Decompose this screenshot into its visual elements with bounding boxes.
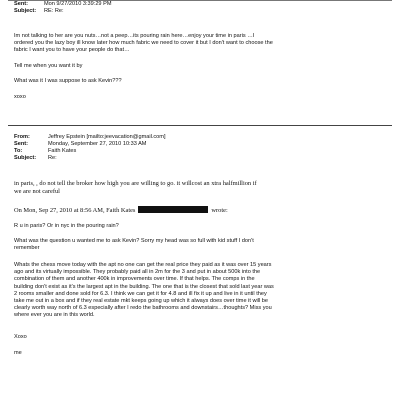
quote-intro-suffix: wrote:	[211, 207, 228, 214]
email1-tell-me: Tell me when you want it by	[14, 63, 83, 69]
redaction-bar	[138, 206, 208, 213]
body-line: 2 rooms smaller and done sold for 6.3. I think we can get it for 4.8 and ill fix it up and live in it until they	[14, 290, 267, 297]
body-line: Im not talking to her are you nuts…not a peep…its pouring rain here…enjoy your time in paris …I	[14, 33, 255, 39]
quote-question-2	[14, 238, 254, 252]
subject-label: Subject:	[14, 155, 37, 161]
quote-xoxo: Xoxo	[14, 334, 27, 340]
body-line: we are not careful	[14, 188, 60, 195]
email2-body	[14, 180, 257, 196]
quote-question-1: R u in paris? Or in nyc in the pouring rain?	[14, 223, 119, 229]
subject-label: Subject:	[14, 8, 37, 14]
body-line: in paris, , do not tell the broker how high you are willing to go. it willcost an xtra halfmillion if	[14, 180, 257, 187]
body-line: combination of them and another 400k in improvements over time. If that helps. The comps in the	[14, 276, 255, 283]
email-separator	[8, 125, 392, 126]
email1-subject-row	[14, 8, 64, 15]
sent-value: Mon 9/27/2010 3:39:29 PM	[44, 1, 112, 7]
sent-label: Sent:	[14, 1, 28, 7]
quote-me: me	[14, 350, 22, 356]
from-value: Jeffrey Epstein [mailto:jeevacation@gmail.com]	[48, 134, 166, 140]
to-value: Faith Kates	[48, 148, 77, 154]
body-line: ordered you the lazy boy ill know later how much fabric we need to cover it but I don't want to choose the	[14, 40, 273, 47]
from-label: From:	[14, 134, 30, 140]
email1-body	[14, 33, 273, 55]
body-line: building don't exist as it's the largest apt in the building. The one that is the closest that sold last year was	[14, 283, 274, 290]
body-line: Whats the chess move today with the apt no one can get the real price they paid as it was over 15 years	[14, 262, 272, 268]
body-line: remember	[14, 245, 40, 252]
quote-intro-prefix: On Mon, Sep 27, 2010 at 8:56 AM, Faith Kates	[14, 207, 136, 214]
email2-subject-row	[14, 155, 57, 162]
body-line: where ever you are in this world.	[14, 312, 95, 319]
to-label: To:	[14, 148, 23, 154]
email1-signoff: xoxo	[14, 94, 26, 100]
body-line: clearly worth way north of 6.3 especially after I redo the bathrooms and downstairs…thoughts? Miss you	[14, 305, 272, 312]
quote-intro	[14, 206, 228, 215]
body-line: What was the question u wanted me to ask Kevin? Sorry my head was so full with kid stuff I don't	[14, 238, 254, 244]
sent-value: Monday, September 27, 2010 10:33 AM	[48, 141, 147, 147]
sent-label: Sent:	[14, 141, 28, 147]
body-line: take me out in a box and if they real estate mkt keeps going up which it always does over time it will be	[14, 298, 269, 305]
subject-value: Re:	[48, 155, 57, 161]
subject-value: RE: Re:	[44, 8, 64, 14]
email1-what-was: What was it I was suppose to ask Kevin???	[14, 78, 122, 84]
body-line: fabric I want you to have your people do that…	[14, 47, 130, 54]
quote-paragraph	[14, 262, 274, 320]
body-line: ago and its virtually impossible. They probably paid all in 2m for the 3 and put in about 500k into the	[14, 269, 261, 276]
